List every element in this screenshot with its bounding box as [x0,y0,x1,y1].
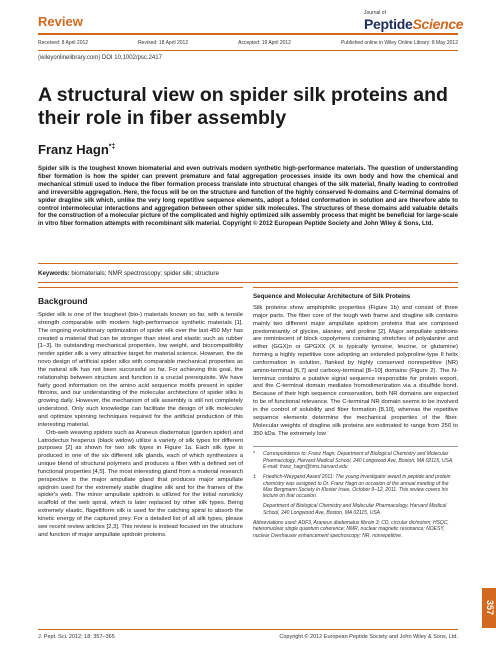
doi-line[interactable]: (wileyonlinelibrary.com) DOI 10.1002/psc.2417 [38,55,162,61]
accepted-date: Accepted: 19 April 2012 [238,40,291,46]
abstract-rule [38,263,458,264]
footnote-mark: * [253,451,255,458]
revised-date: Revised: 18 April 2012 [138,40,189,46]
published-date: Published online in Wiley Online Library: 8 May 2012 [340,40,458,46]
citation: J. Pept. Sci. 2012; 18: 357–365 [38,634,115,640]
received-date: Received: 8 April 2012 [38,40,89,46]
keywords-label: Keywords: [38,270,70,277]
footnote-award [253,474,458,499]
footer-rule [38,629,458,630]
journal-name-science: Science [412,16,464,32]
journal-logo [364,10,464,40]
keywords-list: biomaterials; NMR spectroscopy; spider silk; structure [71,270,219,277]
footnote-mark: ‡ [253,474,256,481]
article-title: A structural view on spider silk proteins and their role in fiber assembly [38,84,448,129]
journal-prefix: Journal of [364,10,386,16]
section-label: Review [38,14,83,29]
footnote-correspondence [253,451,458,470]
abbreviations: Abbreviations used: ADF3, Araneus diadematus fibroin 3; CD, circular dichroism; HSQC, heteronuclear single quantum coherence; NMR, nuclear magnetic resonance; NOESY, nuclear Overhauser enhancement spectroscopy; NR, nonrepetitive. [253,520,449,539]
journal-name-peptide: Peptide [364,16,413,32]
keywords [38,270,219,277]
article-dates [38,40,458,46]
footnotes [253,446,458,539]
header-rule [38,33,458,35]
author-name [38,142,115,157]
subsection-heading: Sequence and Molecular Architecture of Silk Proteins [253,293,411,300]
footnote-text: Correspondence to: Franz Hagn, Department of Biological Chemistry and Molecular Pharmacology, Harvard Medical School, 240 Longwood Ave, Boston, MA 02115, USA. E-mail: franz_hagn@hms.harvard.edu [263,451,454,470]
dates-rule [38,50,458,51]
right-column [253,287,458,625]
page-number-tab [482,588,496,628]
footnote-affiliation [253,503,458,516]
body-paragraph: Silk proteins show amphiphilic properties (Figure 1b) and consist of three major parts. The fiber core of the tough web frame and dragline silk contains mainly two different major ampullate spidroin proteins that are composed predominantly of glycine, alanine, and proline [2]. Major ampullate spidroins are reminiscent of block copolymers containing stretches of polyalanine and either (GGX)n or GPGXX (X is typically tyrosine, leucine, or glutamine) forming a highly repetitive core adopting an extended polyproline-type II helix conformation in solution, flanked by highly conserved nonrepetitive (NR) amino-terminal [6,7] and carboxy-terminal [8–10] domains (Figure 2). The N-terminus contains a putative signal sequence responsible for protein export, and the C-terminal domain mediates homodimerization via a disulfide bond. Because of their high sequence conservation, both NR domains are expected to be of functional relevance. The C-terminal NR domain seems to be involved in the control of solubility and fiber formation [8,10], whereas the repetitive sequence elements determine the mechanical properties of the fiber. Molecular weights of dragline silk proteins are estimated to range from 250 to 350 kDa. The extremely low [253,305,458,437]
body-paragraph: Orb-web weaving spiders such as Araneus diadematus (garden spider) and Latrodectus hesperus (black widow) utilize a variety of silk types for different purposes [2] as shown for two silk types in Figure 1a. Each silk type is produced in one of the six different silk glands, each of which synthesizes a unique blend of structural polymers and produces a fiber with a defined set of functional properties [4,5]. The most interesting gland from a material research perspective is the major ampullate gland that produces major ampullate spidroin used for the extremely stable dragline silk and for the frames of the spider's web. The minor ampullate spidroin is utilized for the initial nonsticky scaffold of the web spiral, which is later replaced by other silk types. Being extremely elastic, flagelliform silk is used for the catching spiral to absorb the kinetic energy of the captured prey. For a detailed list of all silk types, please see recent review articles [2,3]. This review is instead focused on the structure and function of major ampullate spidroin proteins. [38,429,243,538]
body-paragraph: Spider silk is one of the toughest (bio-) materials known so far, with a tensile strength comparable with modern high-performance synthetic materials [1]. The ongoing evolutionary optimization of spider silk over the last 450 Myr has created a material that can be stronger than steel and elastic such as rubber [1–3]. Its outstanding mechanical properties, low weight, and biocompatibility render spider silk a very attractive target for material science. However, the de novo design of artificial spider silks with comparable mechanical properties as the natural silk has not been successful so far. For achieving this goal, the relationship between structure and function is a crucial prerequisite. We have fairly good information on the amino acid sequence motifs present in spider fibroins, and our understanding of the molecular architecture of spider silks is growing daily. However, the mechanism of silk assembly is still not completely understood. Only such knowledge can facilitate the design of silk molecules and optimize spinning techniques required for the artificial production of this interesting material. [38,312,243,428]
abstract: Spider silk is the toughest known biomaterial and even outrivals modern synthetic high-performance materials. The question of understanding fiber formation is how the spider can prevent premature and fatal aggregation processes inside its own body and how the chemical and mechanical stimuli used to induce the fiber formation process translate into structural changes of the silk material, finally leading to controlled and irreversible aggregation. Here, the focus will be on the structure and function of the highly conserved N-domains and C-terminal domains of spider dragline silk which, unlike the very long repetitive sequence elements, adopt a folded conformation in solution and are therefore able to control intermolecular interactions and aggregation between other spider silk molecules. The structures of these domains add valuable details for the construction of a molecular picture of the complicated and highly optimized silk assembly process that might be beneficial for large-scale in vitro fiber formation attempts with recombinant silk material. Copyright © 2012 European Peptide Society and John Wiley & Sons, Ltd. [38,165,458,228]
section-heading-background: Background [38,296,88,306]
journal-name [364,16,463,32]
copyright: Copyright © 2012 European Peptide Society and John Wiley & Sons, Ltd. [279,634,458,640]
left-column [38,287,243,625]
footnote-text: Department of Biological Chemistry and Molecular Pharmacology, Harvard Medical School, 240 Longwood Ave, Boston, MA 02115, USA [263,503,447,516]
page-number: 357 [485,600,495,616]
footnote-text: Friedrich-Weygand Award 2011: The young investigator award in peptide and protein chemistry was assigned to Dr. Franz Hagn on occasion of the annual meeting of the Max Bergmann Society in Kloster Irsee, October 9–12, 2011. This review covers his lecture on that occasion. [263,474,451,500]
author-name-text: Franz Hagn [38,142,109,157]
author-marks: *‡ [108,143,116,151]
keywords-rule [38,282,458,283]
